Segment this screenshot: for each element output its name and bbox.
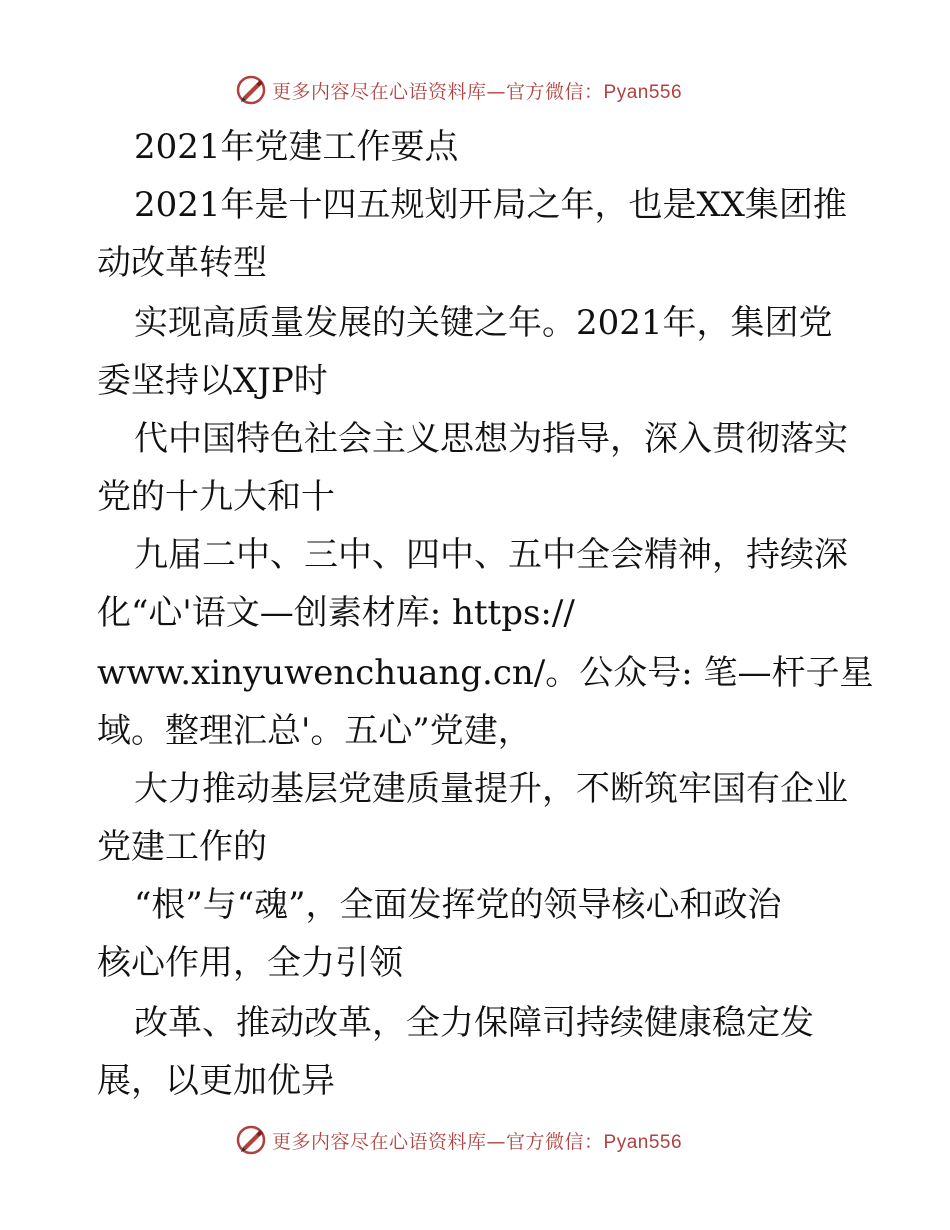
paragraph-line: 九届二中、三中、四中、五中全会精神，持续深 — [134, 535, 848, 575]
paragraph-line: 党的十九大和十 — [97, 477, 335, 517]
paragraph-line: 域。整理汇总'。五心”党建， — [97, 711, 532, 751]
paragraph-line: 核心作用，全力引领 — [97, 943, 403, 983]
pen-logo-icon — [236, 75, 266, 105]
pen-logo-icon — [236, 1125, 266, 1155]
paragraph-line: 改革、推动改革，全力保障司持续健康稳定发 — [134, 1003, 814, 1043]
footer-watermark-banner — [0, 1120, 950, 1160]
paragraph-line: 大力推动基层党建质量提升，不断筑牢国有企业 — [134, 769, 848, 809]
paragraph-line: 动改革转型 — [97, 243, 267, 283]
paragraph-line: 实现高质量发展的关键之年。2021年，集团党 — [134, 303, 833, 343]
paragraph-line: 党建工作的 — [97, 827, 267, 867]
paragraph-line: 2021年是十四五规划开局之年，也是XX集团推 — [134, 185, 847, 225]
paragraph-line: 化“心'语文—创素材库: https:// — [97, 593, 575, 633]
footer-watermark-text: 更多内容尽在心语资料库—官方微信：Pyan556 — [272, 1130, 683, 1153]
paragraph-line: “根”与“魂”，全面发挥党的领导核心和政治 — [134, 885, 782, 925]
header-watermark-banner — [0, 70, 950, 110]
paragraph-line: 展，以更加优异 — [97, 1061, 335, 1101]
paragraph-line: 委坚持以XJP时 — [97, 361, 328, 401]
document-title: 2021年党建工作要点 — [134, 127, 459, 167]
header-watermark-text: 更多内容尽在心语资料库—官方微信：Pyan556 — [272, 80, 683, 103]
paragraph-line: 代中国特色社会主义思想为指导，深入贯彻落实 — [134, 419, 848, 459]
paragraph-line: www.xinyuwenchuang.cn/。公众号: 笔—杆子星 — [97, 653, 874, 693]
